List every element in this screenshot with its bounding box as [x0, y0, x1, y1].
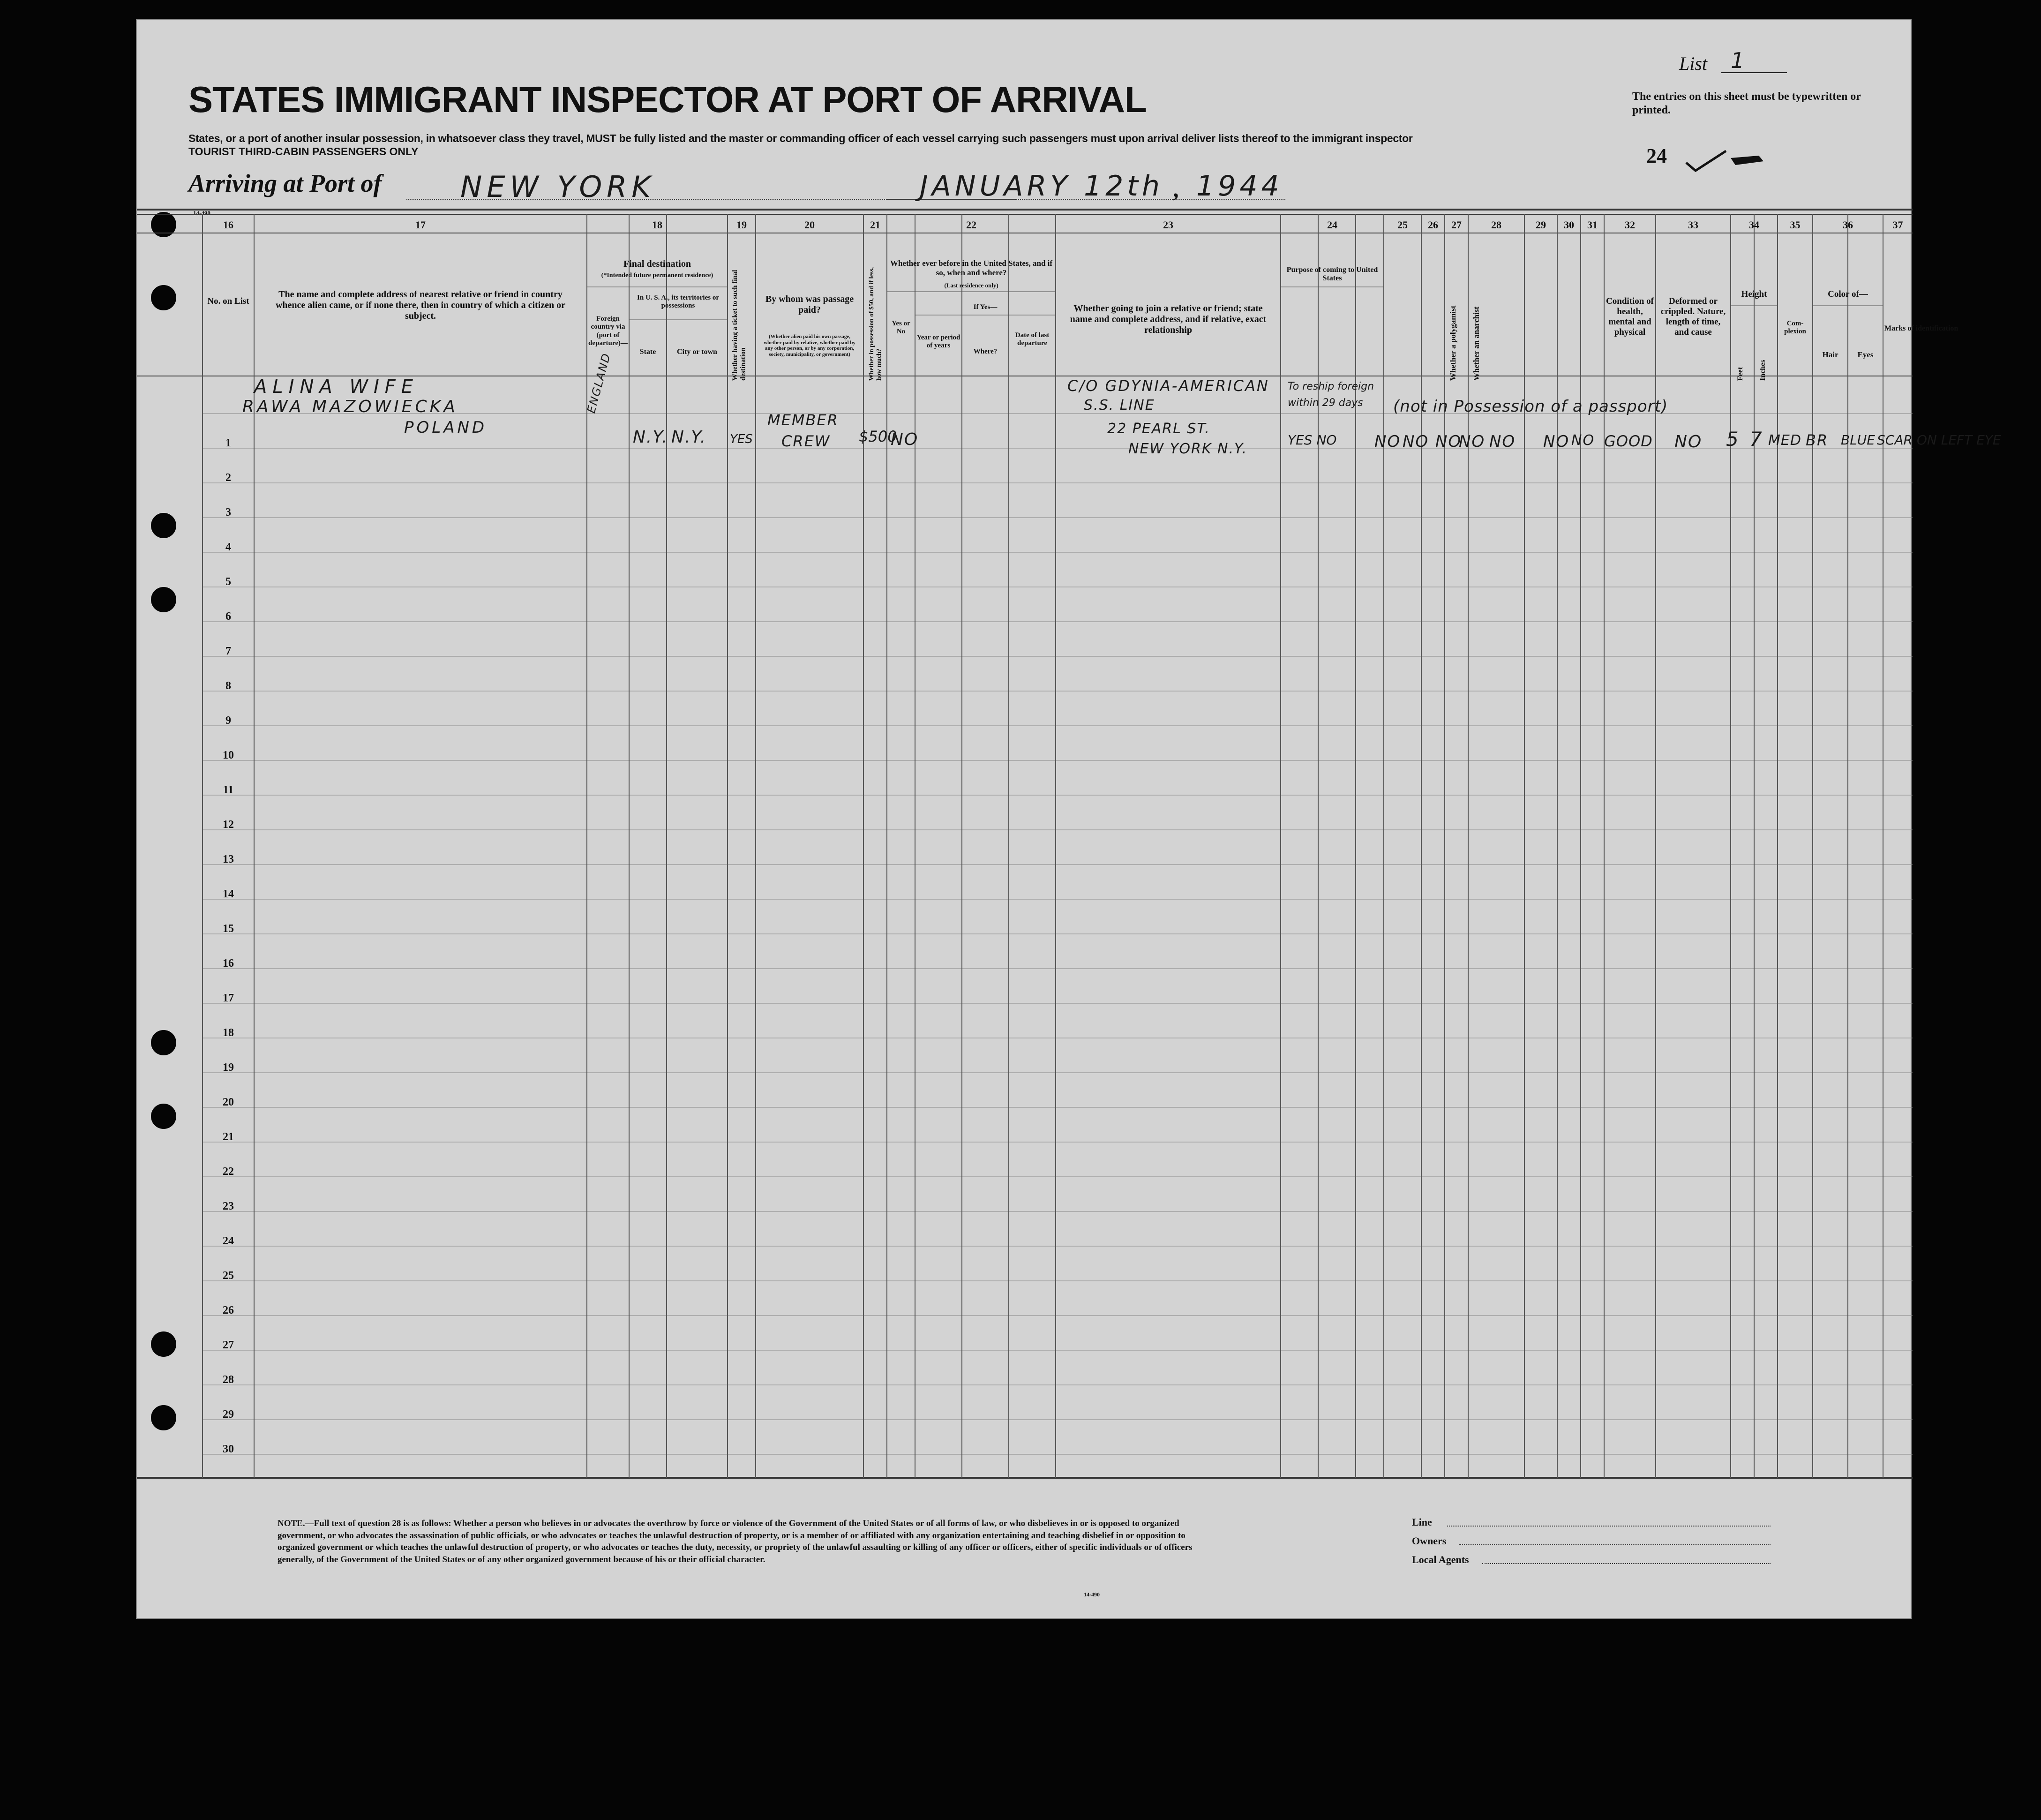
header-city: City or town [677, 348, 717, 356]
row-number: 16 [223, 957, 234, 970]
col-num-26: 26 [1428, 219, 1438, 231]
list-number: 1 [1731, 48, 1746, 73]
col-num-20: 20 [804, 219, 815, 231]
entry-join-line: S.S. LINE [1084, 397, 1155, 414]
header-hair: Hair [1822, 350, 1838, 359]
row-number: 17 [223, 992, 234, 1004]
entry-eyes: BLUE [1841, 432, 1875, 448]
row-number: 5 [225, 576, 231, 588]
header-yes-no: Yes or No [892, 320, 910, 336]
row-number: 25 [223, 1270, 234, 1282]
col-num-24: 24 [1327, 219, 1337, 231]
entry-deformed: NO [1674, 432, 1703, 451]
row-number: 19 [223, 1061, 234, 1074]
entry-feet: 5 [1726, 428, 1740, 451]
entry-purpose-values: YES NO [1288, 432, 1337, 448]
header-ever-before: Whether ever before in the United States, and if so, when and where? [890, 259, 1053, 277]
header-inches: Inches [1759, 360, 1767, 381]
entries-note: The entries on this sheet must be typewritten or printed. [1632, 90, 1861, 116]
row-number: 13 [223, 853, 234, 865]
col-num-32: 32 [1625, 219, 1635, 231]
entry-marks: SCAR ON LEFT EYE [1877, 432, 2001, 448]
header-if-yes: If Yes— [973, 303, 998, 311]
header-complexion: Com-plexion [1784, 320, 1806, 336]
entry-col-28: NO [1459, 432, 1486, 451]
entry-money: $500 [859, 428, 897, 445]
header-usa: In U. S. A., its territories or possessions [637, 294, 719, 310]
row-number: 20 [223, 1096, 234, 1108]
entry-passport-note: (not in Possession of a passport) [1393, 397, 1668, 416]
entry-col-29: NO [1489, 432, 1516, 451]
header-color-of: Color of— [1828, 289, 1868, 299]
col-num-21: 21 [870, 219, 880, 231]
entry-inches: 7 [1749, 428, 1763, 451]
header-passage-paid: By whom was passage paid? [765, 294, 854, 315]
header-foreign-country: Foreign country via (port of departure)— [588, 315, 628, 347]
col-num-16: 16 [223, 219, 233, 231]
entry-ticket: YES [730, 432, 753, 446]
entry-hair: BR [1806, 431, 1829, 449]
row-number: 18 [223, 1027, 234, 1039]
header-years: Year or period of years [916, 334, 960, 350]
entry-relative-name: ALINA WIFE [254, 376, 419, 398]
entry-col-31: NO [1571, 432, 1595, 449]
row-number: 23 [223, 1200, 234, 1212]
form-title: STATES IMMIGRANT INSPECTOR AT PORT OF ARRIVAL [188, 79, 1147, 120]
arrival-year: 1944 [1196, 170, 1283, 203]
row-number: 22 [223, 1166, 234, 1178]
header-ticket: Whether having a ticket to such final destination [731, 270, 747, 381]
row-number: 11 [223, 784, 234, 796]
entry-before-in-us: NO [891, 430, 919, 449]
row-number: 3 [225, 506, 231, 519]
col-num-30: 30 [1564, 219, 1574, 231]
header-polygamist: Whether a polygamist [1448, 305, 1457, 381]
list-label: List [1679, 53, 1708, 74]
date-comma: , [1173, 176, 1179, 202]
row-number: 8 [225, 680, 231, 692]
col-num-17: 17 [415, 219, 426, 231]
row-number: 26 [223, 1304, 234, 1316]
entry-join-city: NEW YORK N.Y. [1128, 441, 1248, 457]
row-number: 29 [223, 1408, 234, 1421]
sheet-number: 24 [1646, 144, 1667, 167]
agents-rule [1482, 1563, 1771, 1564]
row-number: 1 [225, 437, 231, 449]
col-num-27: 27 [1451, 219, 1462, 231]
row-number: 10 [223, 749, 234, 761]
header-final-destination-sub: (*Intended future permanent residence) [601, 272, 713, 279]
row-number: 27 [223, 1339, 234, 1351]
row-number: 30 [223, 1443, 234, 1455]
col-num-29: 29 [1536, 219, 1546, 231]
form-instructions: States, or a port of another insular possession, in whatsoever class they travel, MUST be fully listed and the master or commanding officer of each vessel carrying such passengers must upon arrival deliver lists thereof to the immigrant inspector [188, 132, 1413, 144]
entry-purpose-note: To reship foreign within 29 days [1288, 381, 1374, 409]
header-feet: Feet [1736, 367, 1744, 381]
row-number: 9 [225, 714, 231, 727]
header-purpose: Purpose of coming to United States [1286, 266, 1378, 283]
header-no-on-list: No. on List [207, 296, 249, 306]
header-state: State [639, 348, 656, 356]
header-where: Where? [973, 348, 998, 355]
row-number: 14 [223, 888, 234, 900]
header-nearest-relative: The name and complete address of nearest relative or friend in country whence alien came, or if none there, then in country of which a citizen or subject. [275, 289, 566, 321]
col-num-22: 22 [966, 219, 976, 231]
col-num-33: 33 [1688, 219, 1698, 231]
entry-passage-member: MEMBER [767, 411, 839, 429]
entry-city: N.Y. [671, 428, 707, 447]
entry-relative-country: POLAND [404, 418, 488, 437]
col-num-34: 34 [1749, 219, 1759, 231]
col-num-35: 35 [1790, 219, 1801, 231]
header-deformed: Deformed or crippled. Nature, length of time, and cause [1660, 296, 1726, 337]
entry-foreign-via: ENGLAND [585, 351, 614, 415]
row-number: 24 [223, 1235, 234, 1247]
row-number: 21 [223, 1131, 234, 1143]
col-num-25: 25 [1397, 219, 1408, 231]
passenger-class: TOURIST THIRD-CABIN PASSENGERS ONLY [188, 145, 419, 158]
col-num-19: 19 [736, 219, 747, 231]
arrival-date: JANUARY 12th [920, 170, 1163, 203]
footer-owners-label: Owners [1412, 1535, 1447, 1547]
manifest-sheet [136, 19, 2001, 1619]
entry-passage-crew: CREW [781, 432, 831, 450]
arriving-label: Arriving at Port of [188, 169, 382, 197]
entry-join-street: 22 PEARL ST. [1107, 421, 1210, 437]
footer-form-number: 14-490 [1084, 1591, 1100, 1598]
header-fifty-dollars: Whether in possession of $50, and if less, how much? [868, 267, 883, 381]
port-of-arrival: NEW YORK [460, 170, 655, 204]
entry-state: N.Y. [633, 428, 668, 447]
header-final-destination: Final destination [623, 259, 691, 269]
row-number: 15 [223, 923, 234, 935]
footer-agents-label: Local Agents [1412, 1554, 1469, 1565]
row-number: 2 [225, 472, 231, 484]
owners-rule [1459, 1544, 1771, 1545]
entry-col-26: NO [1403, 432, 1429, 451]
col-num-36: 36 [1843, 219, 1853, 231]
header-passage-paid-sub: (Whether alien paid his own passage, whether paid by relative, whether paid by any other person, or by any corporation, society, municipality, or government) [764, 334, 855, 357]
entry-col-30: NO [1543, 432, 1570, 451]
header-ever-before-sub: (Last residence only) [944, 282, 998, 289]
header-eyes: Eyes [1857, 350, 1874, 359]
header-height: Height [1741, 289, 1767, 299]
entry-col-25: NO [1374, 432, 1401, 451]
footer-line-label: Line [1412, 1516, 1432, 1528]
col-num-31: 31 [1587, 219, 1598, 231]
col-num-23: 23 [1163, 219, 1173, 231]
col-num-37: 37 [1892, 219, 1903, 231]
entry-complexion: MED [1768, 432, 1801, 449]
col-num-28: 28 [1491, 219, 1501, 231]
header-anarchist: Whether an anarchist [1472, 306, 1481, 381]
line-rule [1447, 1526, 1771, 1527]
entry-relative-town: RAWA MAZOWIECKA [242, 397, 458, 416]
header-health: Condition of health, mental and physical [1606, 296, 1654, 337]
col-num-18: 18 [652, 219, 662, 231]
row-number: 7 [225, 645, 231, 657]
form-number-top: 14-490 [193, 210, 210, 217]
footer-note-question-28: NOTE.—Full text of question 28 is as follows: Whether a person who believes in or advocates the overthrow by force or violence of the Government of the United States or of all forms of law, or who disbelieves in or is opposed to organized government, or who advocates the assassination of public officials, or who advocates or teaches the unlawful destruction of property, or is a member of or affiliated with any organization entertaining and teaching disbelief in or opposition to organized government or which teaches the unlawful destruction of property, or who advocates or teaches the duty, necessity, or propriety of the unlawful assaulting or killing of any officer or officers, either of specific individuals or of officers generally, of the Government of the United States or of any other organized government because of his or their official character. [278, 1519, 1193, 1564]
row-number: 4 [225, 541, 231, 553]
entry-health: GOOD [1604, 432, 1653, 450]
header-join-relative: Whether going to join a relative or friend; state name and complete address, and if relative, exact relationship [1070, 303, 1267, 335]
row-number: 12 [223, 819, 234, 831]
header-marks: Marks of identification [1884, 324, 1958, 332]
entry-col-27: NO [1435, 432, 1462, 451]
row-number: 28 [223, 1374, 234, 1386]
entry-join-company: C/O GDYNIA-AMERICAN [1067, 377, 1269, 395]
row-number: 6 [225, 610, 231, 623]
header-date-departure: Date of last departure [1015, 331, 1050, 347]
